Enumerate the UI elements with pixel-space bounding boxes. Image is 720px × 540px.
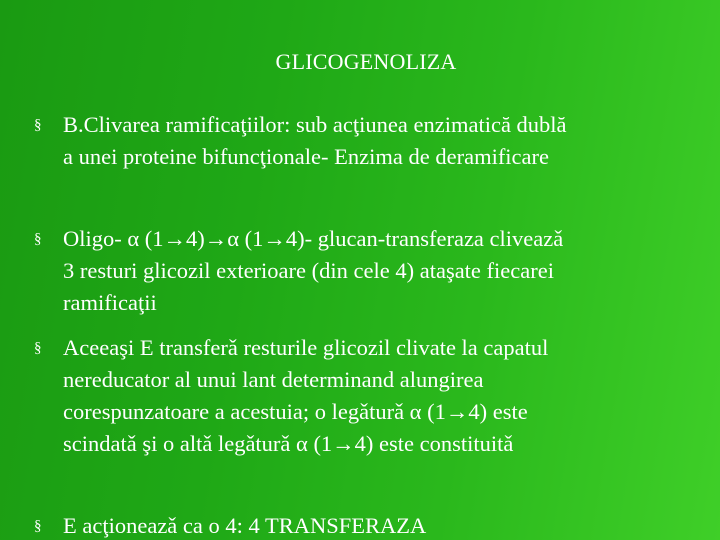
bullet-text-2: [63, 223, 694, 319]
bullet-item-4: [34, 510, 694, 540]
bullet-line: E acţioneazǎ ca o 4: 4 TRANSFERAZA: [63, 513, 427, 538]
bullet-marker-icon: §: [34, 340, 42, 356]
bullet-line: Oligo- α (1→4)→α (1→4)- glucan-transferaza cliveazǎ: [63, 226, 564, 251]
bullet-text-1: [63, 109, 694, 173]
bullet-item-3: [34, 332, 694, 460]
bullet-marker-icon: §: [34, 231, 42, 247]
bullet-item-2: [34, 223, 694, 319]
slide-title: GLICOGENOLIZA: [275, 49, 457, 74]
bullet-item-1: [34, 109, 694, 173]
bullet-marker-icon: §: [34, 518, 42, 534]
bullet-line: a unei proteine bifuncţionale- Enzima de deramificare: [63, 144, 550, 169]
bullet-line: ramificaţii: [63, 290, 157, 315]
bullet-line: B.Clivarea ramificaţiilor: sub acţiunea enzimatică dublă: [63, 112, 567, 137]
bullet-marker-icon: §: [34, 117, 42, 133]
bullet-line: corespunzatoare a acestuia; o legǎturǎ α (1→4) este: [63, 399, 528, 424]
bullet-line: Aceeaşi E transferǎ resturile glicozil clivate la capatul: [63, 335, 549, 360]
bullet-text-3: [63, 332, 694, 460]
bullet-line: nereducator al unui lant determinand alungirea: [63, 367, 484, 392]
bullet-line: scindatǎ şi o altǎ legǎturǎ α (1→4) este constituitǎ: [63, 431, 514, 456]
bullet-line: 3 resturi glicozil exterioare (din cele 4) ataşate fiecarei: [63, 258, 554, 283]
bullet-text-4: [63, 510, 694, 540]
